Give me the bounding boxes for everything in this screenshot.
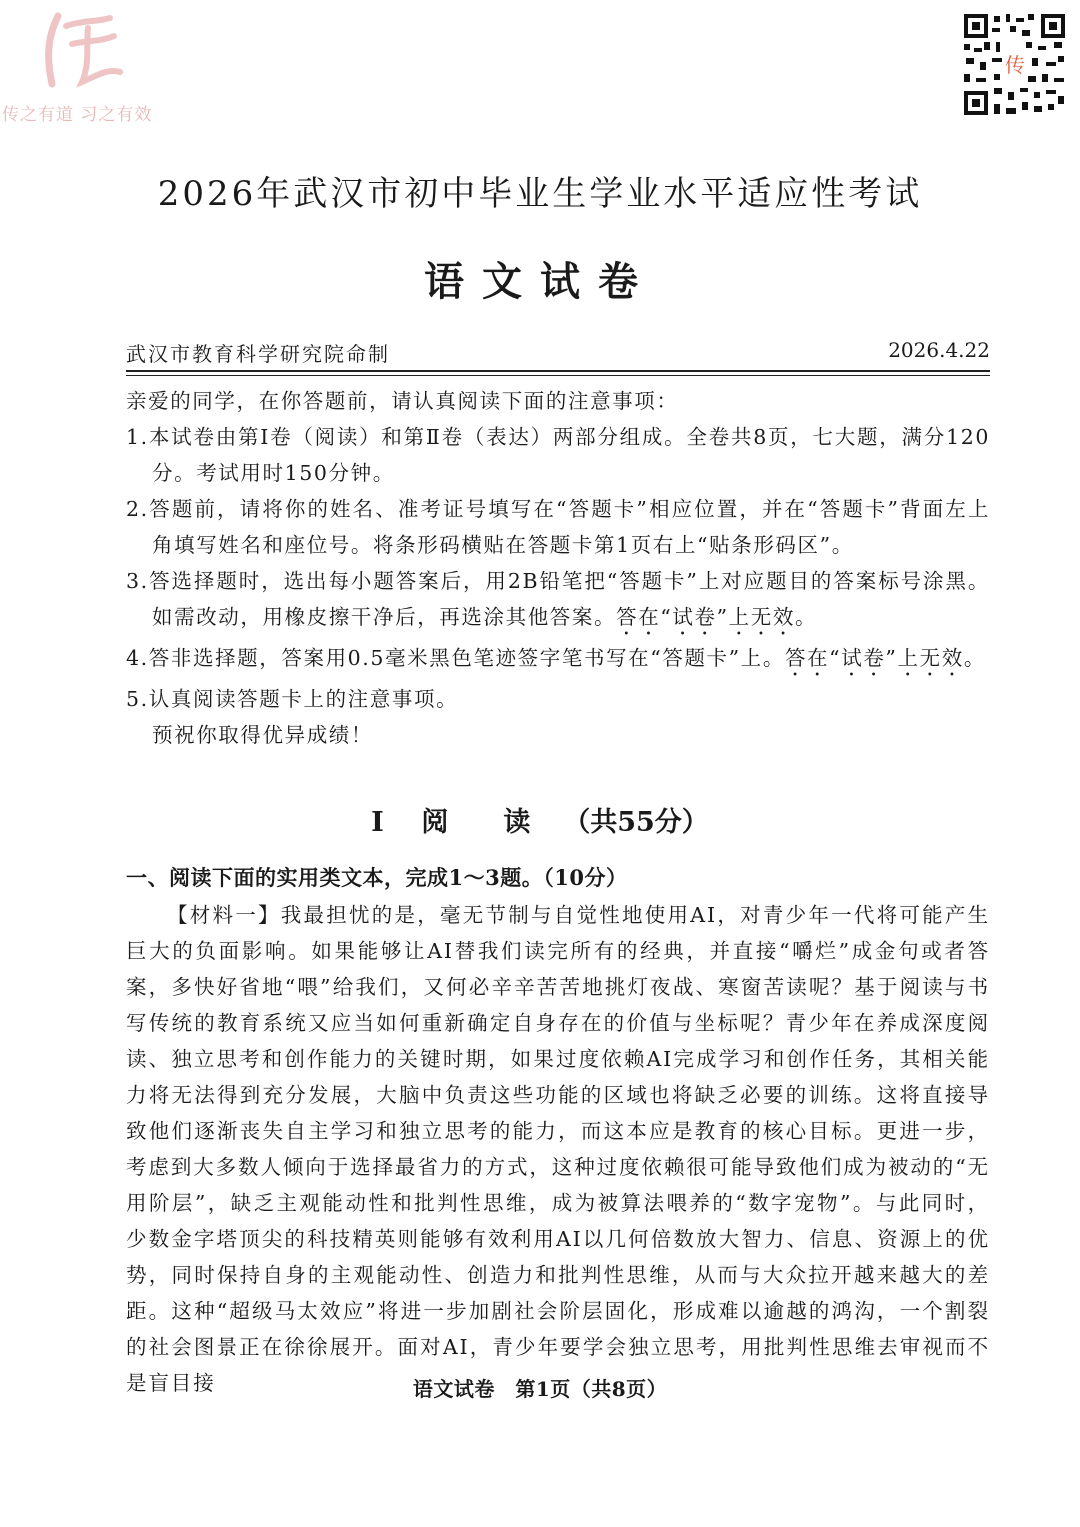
emphasis-text: 答在“试卷”上无效 [616, 605, 795, 629]
question-heading: 一、阅读下面的实用类文本，完成1～3题。（10分） [126, 865, 628, 890]
watermark-slogan: 传之有道 习之有效 [2, 105, 153, 125]
exam-title: 2026年武汉市初中毕业生学业水平适应性考试 [157, 174, 923, 214]
notice-item-4: 4.答非选择题，答案用0.5毫米黑色笔迹签字笔书写在“答题卡”上。答在“试卷”上无效。 [126, 646, 986, 670]
notice-block [126, 383, 990, 753]
divider-thick [126, 370, 990, 372]
notice-item-5: 5.认真阅读答题卡上的注意事项。 [126, 687, 459, 711]
subject-title: 语文试卷 [424, 258, 656, 305]
watermark [0, 0, 175, 130]
svg-text:传: 传 [1005, 53, 1025, 77]
notice-item-1: 1.本试卷由第Ⅰ卷（阅读）和第Ⅱ卷（表达）两部分组成。全卷共8页，七大题，满分120分。考试用时150分钟。 [126, 425, 990, 485]
page-footer: 语文试卷 第1页（共8页） [412, 1377, 668, 1401]
divider-thin [126, 375, 990, 376]
section-heading [0, 800, 1080, 839]
notice-wish: 预祝你取得优异成绩！ [152, 723, 373, 747]
notice-item-2: 2.答题前，请将你的姓名、准考证号填写在“答题卡”相应位置，并在“答题卡”背面左上角填写姓名和座位号。将条形码横贴在答题卡第1页右上“贴条形码区”。 [126, 497, 990, 557]
brand-logo [38, 6, 128, 90]
qr-code[interactable] [962, 12, 1067, 117]
section-score: （共55分） [563, 807, 709, 838]
issuer-line [126, 338, 990, 366]
material-tag: 【材料一】 [167, 903, 281, 927]
exam-date: 2026.4.22 [888, 338, 990, 362]
issuer: 武汉市教育科学研究院命制 [126, 342, 390, 366]
emphasis-text: 答在“试卷”上无效 [784, 646, 964, 670]
material-one [126, 897, 990, 1401]
notice-item-3: 3.答选择题时，选出每小题答案后，用2B铅笔把“答题卡”上对应题目的答案标号涂黑。如需改动，用橡皮擦干净后，再选涂其他答案。答在“试卷”上无效。 [126, 569, 990, 629]
notice-intro: 亲爱的同学，在你答题前，请认真阅读下面的注意事项： [126, 389, 679, 413]
section-roman: Ⅰ [371, 807, 384, 838]
section-name: 阅 读 [421, 807, 545, 838]
material-text: 我最担忧的是，毫无节制与自觉性地使用AI，对青少年一代将可能产生巨大的负面影响。如果能够让AI替我们读完所有的经典，并直接“嚼烂”成金句或者答案，多快好省地“喂”给我们，又何必辛辛苦苦地挑灯夜战、寒窗苦读呢？基于阅读与书写传统的教育系统又应当如何重新确定自身存在的价值与坐标呢？青少年在养成深度阅读、独立思考和创作能力的关键时期，如果过度依赖AI完成学习和创作任务，其相关能力将无法得到充分发展，大脑中负责这些功能的区域也将缺乏必要的训练。这将直接导致他们逐渐丧失自主学习和独立思考的能力，而这本应是教育的核心目标。更进一步，考虑到大多数人倾向于选择最省力的方式，这种过度依赖很可能导致他们成为被动的“无用阶层”，缺乏主观能动性和批判性思维，成为被算法喂养的“数字宠物”。与此同时，少数金字塔顶尖的科技精英则能够有效利用AI以几何倍数放大智力、信息、资源上的优势，同时保持自身的主观能动性、创造力和批判性思维，从而与大众拉开越来越大的差距。这种“超级马太效应”将进一步加剧社会阶层固化，形成难以逾越的鸿沟，一个割裂的社会图景正在徐徐展开。面对AI，青少年要学会独立思考，用批判性思维去审视而不是盲目接 [126, 903, 991, 1395]
